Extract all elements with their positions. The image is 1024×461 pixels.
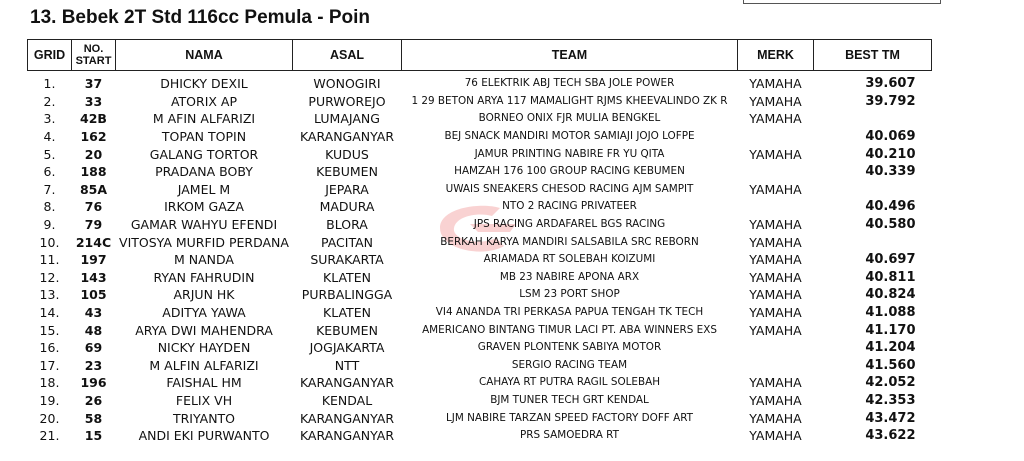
results-table — [27, 39, 932, 444]
cell-grid: 4. — [43, 129, 56, 145]
cell-team: BJM TUNER TECH GRT KENDAL — [490, 393, 649, 406]
cell-team: UWAIS SNEAKERS CHESOD RACING AJM SAMPIT — [445, 182, 694, 195]
table-row — [28, 128, 932, 146]
cell-start: 197 — [80, 252, 107, 268]
cell-asal: JOGJAKARTA — [309, 340, 385, 356]
cell-start: 23 — [84, 357, 103, 373]
cell-best-tm: 40.697 — [865, 252, 916, 268]
cell-best-tm: 41.204 — [865, 340, 916, 356]
cell-nama: FELIX VH — [175, 392, 233, 408]
cell-merk: YAMAHA — [749, 269, 802, 285]
cell-asal: KUDUS — [325, 146, 369, 162]
cell-asal: JEPARA — [325, 181, 369, 197]
table-row — [28, 216, 932, 234]
cell-start: 214C — [75, 234, 112, 250]
cell-best-tm: 39.792 — [865, 93, 916, 109]
cell-merk — [738, 357, 814, 375]
cell-nama: IRKOM GAZA — [164, 199, 244, 215]
cell-nama: RYAN FAHRUDIN — [153, 269, 255, 285]
table-row — [28, 145, 932, 163]
cell-team: NTO 2 RACING PRIVATEER — [502, 200, 637, 213]
cell-team: LJM NABIRE TARZAN SPEED FACTORY DOFF ART — [445, 411, 694, 424]
cell-best-tm — [814, 110, 932, 128]
cell-grid: 9. — [43, 217, 56, 233]
cell-asal: PACITAN — [320, 234, 374, 250]
cell-team: VI4 ANANDA TRI PERKASA PAPUA TENGAH TK TECH — [435, 306, 704, 319]
header-no-start — [72, 40, 116, 71]
cell-nama: ADITYA YAWA — [162, 305, 246, 321]
cell-grid: 3. — [43, 111, 56, 127]
cell-best-tm: 40.580 — [865, 217, 916, 233]
header-merk: MERK — [738, 40, 814, 71]
cell-nama: ARJUN HK — [173, 287, 235, 303]
cell-asal: KARANGANYAR — [299, 428, 395, 444]
table-row — [28, 357, 932, 375]
cell-start: 85A — [79, 181, 108, 197]
cell-grid: 7. — [43, 181, 56, 197]
table-body — [28, 71, 932, 445]
cell-nama: M AFIN ALFARIZI — [152, 111, 256, 127]
cell-asal: MADURA — [319, 199, 375, 215]
cell-nama: NICKY HAYDEN — [157, 340, 251, 356]
table-row — [28, 304, 932, 322]
cell-asal: KEBUMEN — [316, 164, 378, 180]
cell-best-tm: 41.088 — [865, 305, 916, 321]
cell-best-tm: 41.170 — [865, 322, 916, 338]
cell-nama: DHICKY DEXIL — [160, 76, 248, 92]
cell-merk: YAMAHA — [749, 392, 802, 408]
cell-team: GRAVEN PLONTENK SABIYA MOTOR — [477, 341, 662, 354]
cell-grid: 19. — [39, 392, 60, 408]
cell-nama: FAISHAL HM — [166, 375, 242, 391]
cell-asal: KARANGANYAR — [299, 129, 395, 145]
cell-nama: ARYA DWI MAHENDRA — [135, 322, 273, 338]
cell-grid: 21. — [39, 428, 60, 444]
cell-start: 26 — [84, 392, 103, 408]
cell-best-tm — [814, 181, 932, 199]
cell-start: 162 — [80, 129, 107, 145]
cell-team: AMERICANO BINTANG TIMUR LACI PT. ABA WINNERS EXS — [422, 323, 717, 336]
cell-grid: 17. — [39, 357, 60, 373]
cell-grid: 1. — [43, 76, 56, 92]
cell-merk: YAMAHA — [749, 234, 802, 250]
cell-start: 15 — [84, 428, 103, 444]
cell-best-tm: 40.811 — [865, 269, 916, 285]
cell-team: BEJ SNACK MANDIRI MOTOR SAMIAJI JOJO LOFPE — [444, 130, 695, 143]
cell-best-tm: 40.824 — [865, 287, 916, 303]
cell-start: 42B — [80, 111, 107, 127]
cell-team: 76 ELEKTRIK ABJ TECH SBA JOLE POWER — [464, 77, 675, 90]
cell-merk — [738, 198, 814, 216]
cell-start: 79 — [84, 217, 103, 233]
cell-best-tm: 39.607 — [865, 76, 916, 92]
cell-merk: YAMAHA — [749, 146, 802, 162]
cell-team: JAMUR PRINTING NABIRE FR YU QITA — [474, 147, 665, 160]
cell-asal: KARANGANYAR — [299, 410, 395, 426]
cell-grid: 16. — [39, 340, 60, 356]
cell-team: HAMZAH 176 100 GROUP RACING KEBUMEN — [454, 165, 685, 178]
cell-best-tm: 43.472 — [865, 410, 916, 426]
table-row — [28, 233, 932, 251]
cell-merk — [738, 339, 814, 357]
cell-best-tm: 40.210 — [865, 146, 916, 162]
table-row — [28, 374, 932, 392]
cell-grid: 2. — [43, 93, 56, 109]
cell-grid: 8. — [43, 199, 56, 215]
table-row — [28, 93, 932, 111]
header-grid: GRID — [28, 40, 72, 71]
cell-nama: M ALFIN ALFARIZI — [149, 357, 259, 373]
cell-grid: 12. — [39, 269, 60, 285]
cell-merk: YAMAHA — [749, 252, 802, 268]
table-row — [28, 392, 932, 410]
cell-nama: TRIYANTO — [172, 410, 236, 426]
cell-merk: YAMAHA — [749, 181, 802, 197]
cell-team: MB 23 NABIRE APONA ARX — [499, 270, 640, 283]
cell-best-tm: 40.339 — [865, 164, 916, 180]
cell-merk: YAMAHA — [749, 217, 802, 233]
cell-start: 196 — [80, 375, 107, 391]
cell-grid: 10. — [39, 234, 60, 250]
cell-start: 143 — [80, 269, 107, 285]
cell-start: 37 — [84, 76, 103, 92]
cell-nama: GAMAR WAHYU EFENDI — [130, 217, 278, 233]
cell-asal: KEBUMEN — [316, 322, 378, 338]
cell-best-tm: 41.560 — [865, 357, 916, 373]
cell-start: 69 — [84, 340, 103, 356]
table-row — [28, 181, 932, 199]
cell-team: SERGIO RACING TEAM — [511, 358, 628, 371]
cell-asal: NTT — [334, 357, 360, 373]
cell-nama: JAMEL M — [177, 181, 231, 197]
cell-team: 1 29 BETON ARYA 117 MAMALIGHT RJMS KHEEVALINDO ZK R — [411, 94, 728, 107]
cell-team: BORNEO ONIX FJR MULIA BENGKEL — [478, 112, 661, 125]
cell-start: 33 — [84, 93, 103, 109]
cell-team: BERKAH KARYA MANDIRI SALSABILA SRC REBORN — [440, 235, 699, 248]
cell-grid: 18. — [39, 375, 60, 391]
table-row — [28, 110, 932, 128]
cell-grid: 13. — [39, 287, 60, 303]
cell-team: ARIAMADA RT SOLEBAH KOIZUMI — [483, 253, 656, 266]
cell-best-tm: 40.069 — [865, 129, 916, 145]
cell-grid: 20. — [39, 410, 60, 426]
table-row — [28, 269, 932, 287]
cell-asal: WONOGIRI — [313, 76, 381, 92]
cell-merk: YAMAHA — [749, 428, 802, 444]
cell-best-tm: 40.496 — [865, 199, 916, 215]
header-best-tm: BEST TM — [814, 40, 932, 71]
cell-grid: 5. — [43, 146, 56, 162]
cell-nama: M NANDA — [174, 252, 234, 268]
cell-merk: YAMAHA — [749, 322, 802, 338]
cell-nama: VITOSYA MURFID PERDANA — [119, 234, 289, 250]
cell-asal: BLORA — [326, 217, 368, 233]
cell-merk: YAMAHA — [749, 111, 802, 127]
cell-start: 188 — [80, 164, 107, 180]
header-team: TEAM — [402, 40, 738, 71]
header-asal: ASAL — [293, 40, 402, 71]
cell-start: 58 — [84, 410, 103, 426]
cell-best-tm — [814, 233, 932, 251]
cell-grid: 6. — [43, 164, 56, 180]
cell-nama: ATORIX AP — [170, 93, 238, 109]
cell-team: PRS SAMOEDRA RT — [519, 429, 619, 442]
table-row — [28, 163, 932, 181]
cell-team: LSM 23 PORT SHOP — [519, 288, 620, 301]
cell-grid: 15. — [39, 322, 60, 338]
table-row — [28, 321, 932, 339]
header-nama: NAMA — [116, 40, 293, 71]
header-no-start-line1: NO. — [83, 43, 104, 55]
cell-start: 43 — [84, 305, 103, 321]
cell-grid: 11. — [39, 252, 60, 268]
cell-grid: 14. — [39, 305, 60, 321]
cell-asal: LUMAJANG — [314, 111, 380, 127]
cell-asal: SURAKARTA — [310, 252, 384, 268]
header-no-start-line2: START — [75, 55, 112, 67]
cell-merk: YAMAHA — [749, 287, 802, 303]
table-header — [28, 40, 932, 71]
cell-team: CAHAYA RT PUTRA RAGIL SOLEBAH — [478, 376, 661, 389]
cell-best-tm: 43.622 — [865, 428, 916, 444]
cell-merk — [738, 128, 814, 146]
cell-start: 105 — [80, 287, 107, 303]
cell-asal: PURWOREJO — [308, 93, 386, 109]
cell-merk: YAMAHA — [749, 410, 802, 426]
cell-nama: PRADANA BOBY — [155, 164, 253, 180]
cell-asal: KLATEN — [323, 305, 371, 321]
page-title: 13. Bebek 2T Std 116cc Pemula - Poin — [30, 7, 371, 28]
cell-nama: GALANG TORTOR — [149, 146, 259, 162]
cell-merk: YAMAHA — [749, 305, 802, 321]
table-row — [28, 251, 932, 269]
table-row — [28, 339, 932, 357]
table-row — [28, 71, 932, 93]
cell-start: 48 — [84, 322, 103, 338]
cell-asal: KARANGANYAR — [299, 375, 395, 391]
table-row — [28, 286, 932, 304]
table-row — [28, 409, 932, 427]
cell-nama: TOPAN TOPIN — [161, 129, 247, 145]
cell-asal: PURBALINGGA — [301, 287, 393, 303]
cell-asal: KLATEN — [323, 269, 371, 285]
cell-best-tm: 42.052 — [865, 375, 916, 391]
cell-asal: KENDAL — [321, 392, 373, 408]
cell-merk: YAMAHA — [749, 375, 802, 391]
table-row — [28, 427, 932, 445]
cell-nama: ANDI EKI PURWANTO — [138, 428, 270, 444]
cell-team: JPS RACING ARDAFAREL BGS RACING — [473, 218, 666, 231]
cell-merk — [738, 163, 814, 181]
cell-start: 76 — [84, 199, 103, 215]
cell-best-tm: 42.353 — [865, 392, 916, 408]
cell-merk: YAMAHA — [749, 93, 802, 109]
table-row — [28, 198, 932, 216]
top-box — [743, 0, 941, 4]
cell-start: 20 — [84, 146, 103, 162]
cell-merk: YAMAHA — [749, 76, 802, 92]
